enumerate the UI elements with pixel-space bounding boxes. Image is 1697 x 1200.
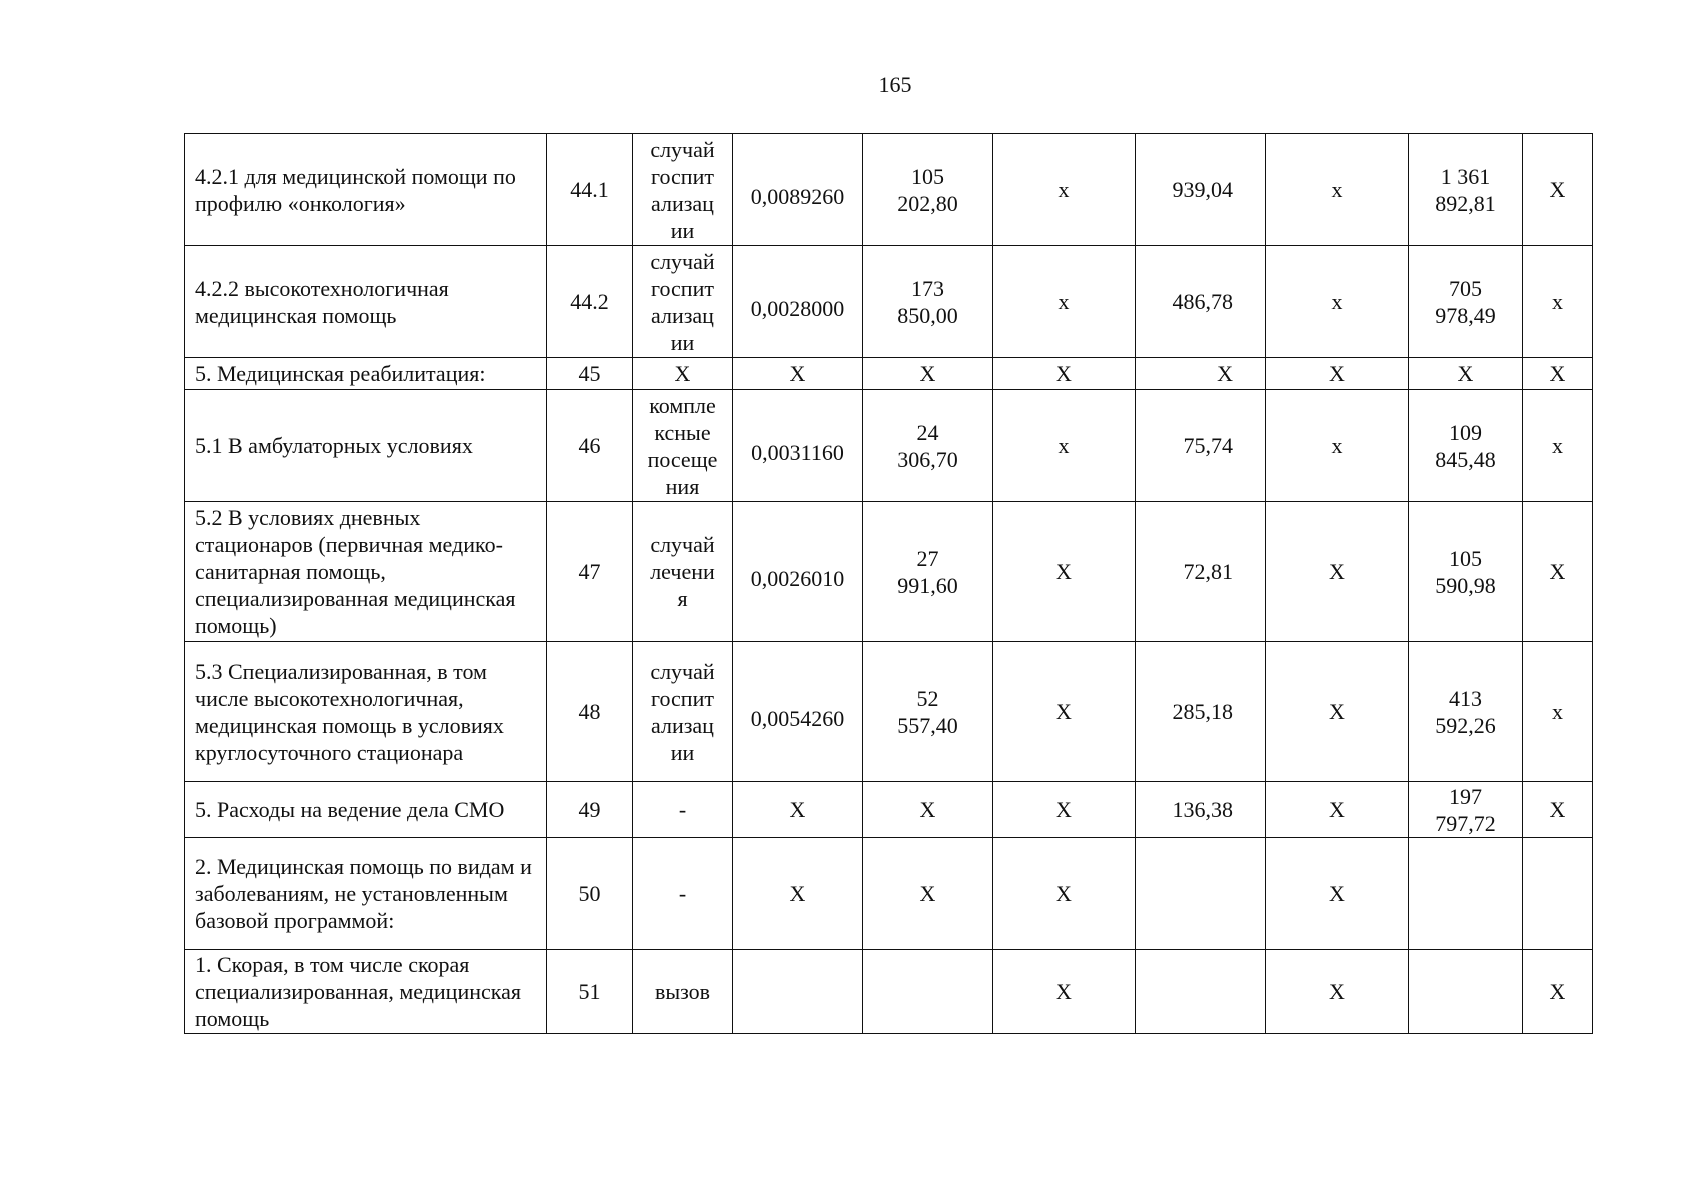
col8-cell: Х bbox=[1266, 502, 1409, 642]
line-number-cell: 46 bbox=[547, 390, 633, 502]
table-body bbox=[185, 134, 1593, 1034]
unit-cell: Х bbox=[633, 358, 733, 390]
row-name-cell: 1. Скорая, в том числе скорая специализированная, медицинская помощь bbox=[185, 950, 547, 1034]
col7-cell: 285,18 bbox=[1136, 642, 1266, 782]
col8-cell: х bbox=[1266, 246, 1409, 358]
cost-cell: Х bbox=[863, 358, 993, 390]
cost-cell: Х bbox=[863, 782, 993, 838]
col8-cell: Х bbox=[1266, 838, 1409, 950]
col6-cell: Х bbox=[993, 782, 1136, 838]
col9-cell bbox=[1409, 950, 1523, 1034]
col7-cell: 136,38 bbox=[1136, 782, 1266, 838]
col6-cell: Х bbox=[993, 502, 1136, 642]
col6-cell: Х bbox=[993, 358, 1136, 390]
col8-cell: Х bbox=[1266, 782, 1409, 838]
rate-cell bbox=[733, 950, 863, 1034]
col10-cell: Х bbox=[1523, 358, 1593, 390]
table-row bbox=[185, 134, 1593, 246]
line-number-cell: 51 bbox=[547, 950, 633, 1034]
col8-cell: Х bbox=[1266, 358, 1409, 390]
col7-cell: 72,81 bbox=[1136, 502, 1266, 642]
col10-cell bbox=[1523, 838, 1593, 950]
cost-cell bbox=[863, 950, 993, 1034]
line-number-cell: 45 bbox=[547, 358, 633, 390]
line-number-cell: 44.1 bbox=[547, 134, 633, 246]
col6-cell: х bbox=[993, 134, 1136, 246]
line-number-cell: 48 bbox=[547, 642, 633, 782]
unit-cell: случай лечени я bbox=[633, 502, 733, 642]
col9-cell: 105 590,98 bbox=[1409, 502, 1523, 642]
col9-cell: 413 592,26 bbox=[1409, 642, 1523, 782]
col7-cell: 75,74 bbox=[1136, 390, 1266, 502]
line-number-cell: 50 bbox=[547, 838, 633, 950]
col7-cell: Х bbox=[1136, 358, 1266, 390]
unit-cell: - bbox=[633, 782, 733, 838]
col10-cell: х bbox=[1523, 246, 1593, 358]
unit-cell: случай госпит ализац ии bbox=[633, 642, 733, 782]
col9-cell: 197 797,72 bbox=[1409, 782, 1523, 838]
rate-cell: 0,0026010 bbox=[733, 502, 863, 642]
rate-cell: Х bbox=[733, 782, 863, 838]
col7-cell: 486,78 bbox=[1136, 246, 1266, 358]
rate-cell: 0,0054260 bbox=[733, 642, 863, 782]
table-row bbox=[185, 782, 1593, 838]
col6-cell: х bbox=[993, 246, 1136, 358]
col9-cell: 705 978,49 bbox=[1409, 246, 1523, 358]
col9-cell bbox=[1409, 838, 1523, 950]
cost-cell: Х bbox=[863, 838, 993, 950]
rate-cell: 0,0031160 bbox=[733, 390, 863, 502]
row-name-cell: 2. Медицинская помощь по видам и заболеваниям, не установленным базовой программой: bbox=[185, 838, 547, 950]
col7-cell: 939,04 bbox=[1136, 134, 1266, 246]
page-number: 165 bbox=[878, 72, 912, 97]
row-name-cell: 4.2.2 высокотехнологичная медицинская помощь bbox=[185, 246, 547, 358]
rate-cell: Х bbox=[733, 838, 863, 950]
table-row bbox=[185, 950, 1593, 1034]
table-row bbox=[185, 502, 1593, 642]
col10-cell: Х bbox=[1523, 502, 1593, 642]
unit-cell: вызов bbox=[633, 950, 733, 1034]
col6-cell: Х bbox=[993, 950, 1136, 1034]
col8-cell: х bbox=[1266, 390, 1409, 502]
line-number-cell: 44.2 bbox=[547, 246, 633, 358]
col8-cell: Х bbox=[1266, 642, 1409, 782]
unit-cell: - bbox=[633, 838, 733, 950]
row-name-cell: 5. Медицинская реабилитация: bbox=[185, 358, 547, 390]
cost-cell: 173 850,00 bbox=[863, 246, 993, 358]
line-number-cell: 49 bbox=[547, 782, 633, 838]
cost-cell: 52 557,40 bbox=[863, 642, 993, 782]
table-row bbox=[185, 358, 1593, 390]
col8-cell: Х bbox=[1266, 950, 1409, 1034]
cost-cell: 105 202,80 bbox=[863, 134, 993, 246]
rate-cell: Х bbox=[733, 358, 863, 390]
row-name-cell: 4.2.1 для медицинской помощи по профилю «онкология» bbox=[185, 134, 547, 246]
col7-cell bbox=[1136, 950, 1266, 1034]
col10-cell: Х bbox=[1523, 950, 1593, 1034]
unit-cell: случай госпит ализац ии bbox=[633, 134, 733, 246]
data-table bbox=[184, 133, 1593, 1034]
rate-cell: 0,0089260 bbox=[733, 134, 863, 246]
col10-cell: х bbox=[1523, 642, 1593, 782]
col9-cell: 109 845,48 bbox=[1409, 390, 1523, 502]
row-name-cell: 5.1 В амбулаторных условиях bbox=[185, 390, 547, 502]
col10-cell: х bbox=[1523, 390, 1593, 502]
col10-cell: Х bbox=[1523, 782, 1593, 838]
cost-cell: 27 991,60 bbox=[863, 502, 993, 642]
cost-cell: 24 306,70 bbox=[863, 390, 993, 502]
row-name-cell: 5.3 Специализированная, в том числе высокотехнологичная, медицинская помощь в условиях круглосуточного стационара bbox=[185, 642, 547, 782]
col9-cell: 1 361 892,81 bbox=[1409, 134, 1523, 246]
unit-cell: случай госпит ализац ии bbox=[633, 246, 733, 358]
rate-cell: 0,0028000 bbox=[733, 246, 863, 358]
table-row bbox=[185, 838, 1593, 950]
row-name-cell: 5.2 В условиях дневных стационаров (первичная медико-санитарная помощь, специализированная медицинская помощь) bbox=[185, 502, 547, 642]
col9-cell: Х bbox=[1409, 358, 1523, 390]
line-number-cell: 47 bbox=[547, 502, 633, 642]
table-row bbox=[185, 390, 1593, 502]
col8-cell: х bbox=[1266, 134, 1409, 246]
table-row bbox=[185, 642, 1593, 782]
table-row bbox=[185, 246, 1593, 358]
unit-cell: компле ксные посеще ния bbox=[633, 390, 733, 502]
col6-cell: Х bbox=[993, 838, 1136, 950]
col6-cell: Х bbox=[993, 642, 1136, 782]
row-name-cell: 5. Расходы на ведение дела СМО bbox=[185, 782, 547, 838]
col6-cell: х bbox=[993, 390, 1136, 502]
col7-cell bbox=[1136, 838, 1266, 950]
col10-cell: Х bbox=[1523, 134, 1593, 246]
